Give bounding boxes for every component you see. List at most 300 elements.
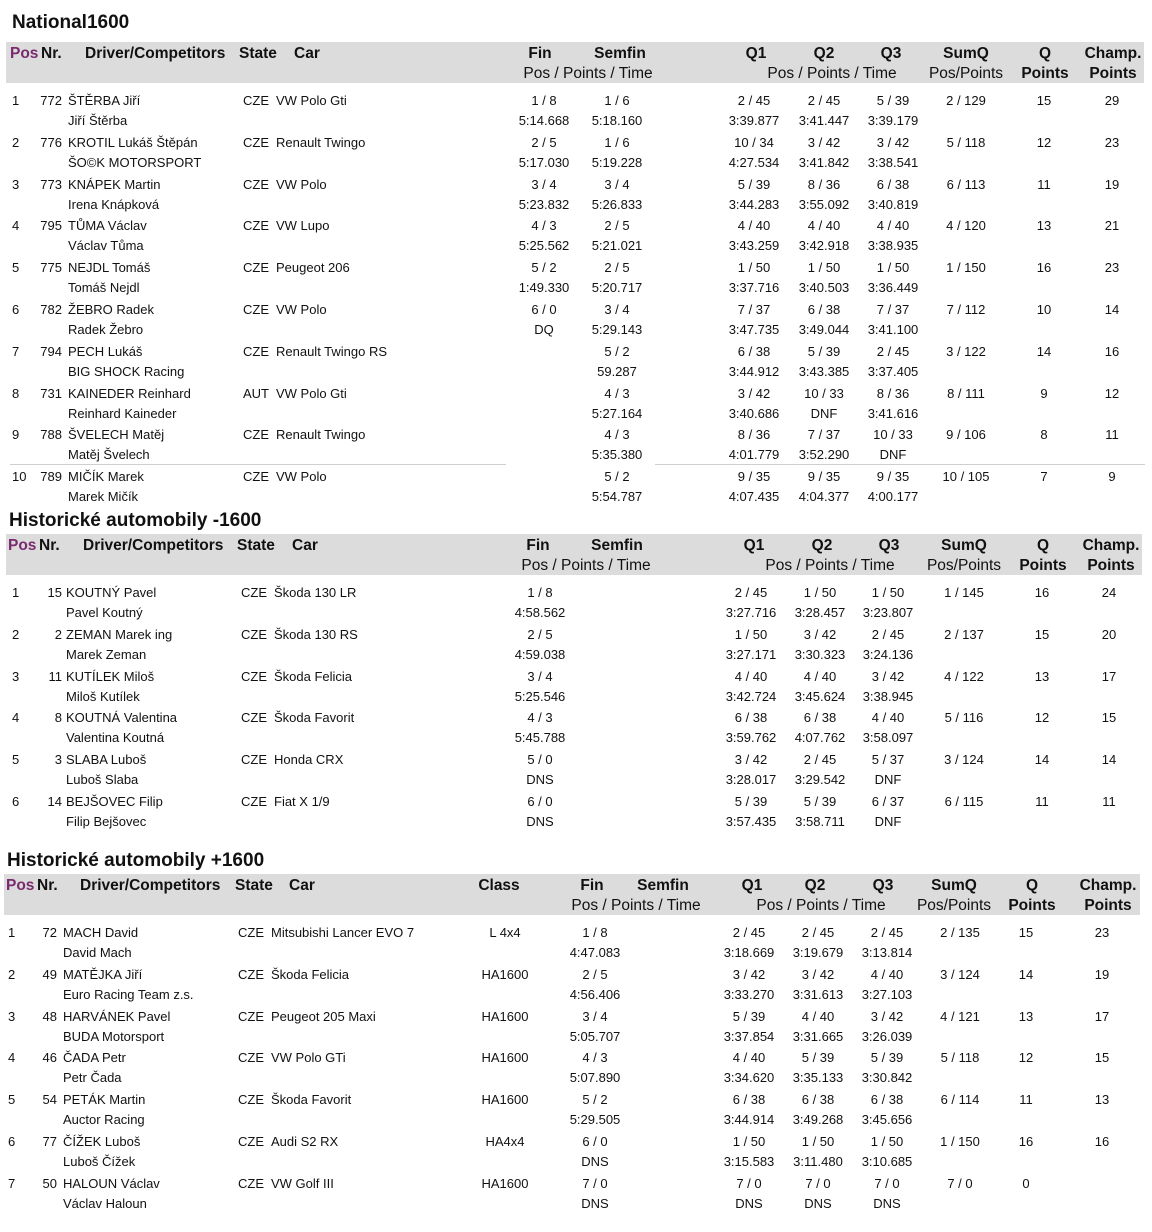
row-driver-name: ŠVELECH Matěj <box>68 427 165 442</box>
row-pos: 2 <box>8 967 16 982</box>
row-sumq: 10 / 105 <box>942 469 990 484</box>
row-q2: 8 / 36 <box>807 177 841 192</box>
header-nr: Nr. <box>41 45 62 62</box>
row-pos: 5 <box>8 1092 16 1107</box>
row-competitor: Luboš Čížek <box>63 1154 136 1169</box>
row-driver-name: MIČÍK Marek <box>68 469 144 484</box>
row-q1-time: 3:37.716 <box>728 280 780 295</box>
row-q3: 10 / 33 <box>873 427 913 442</box>
row-sumq: 6 / 113 <box>946 177 986 192</box>
row-q2-time: 3:41.842 <box>798 155 850 170</box>
row-q1: 6 / 38 <box>734 710 768 725</box>
header-sumq: SumQ <box>943 45 989 62</box>
row-q2: 10 / 33 <box>804 386 844 401</box>
row-fin-time: 5:23.832 <box>518 197 570 212</box>
row-q3-time: 3:40.819 <box>867 197 919 212</box>
row-q2-time: 4:07.762 <box>794 730 846 745</box>
row-q1: 7 / 37 <box>737 302 771 317</box>
row-q2: 6 / 38 <box>803 710 837 725</box>
row-fin: 5 / 2 <box>531 260 557 275</box>
header-pos: Pos <box>8 537 37 554</box>
header-fin: Fin <box>528 45 552 62</box>
row-q1: 3 / 42 <box>737 386 771 401</box>
row-pos: 3 <box>12 669 20 684</box>
row-q3-time: 4:00.177 <box>867 489 919 504</box>
row-driver-name: MATĚJKA Jiří <box>63 967 143 982</box>
row-champ-points: 19 <box>1104 177 1120 192</box>
row-q2-time: 3:29.542 <box>794 772 846 787</box>
row-champ-points: 15 <box>1101 710 1117 725</box>
row-sumq: 2 / 129 <box>946 93 986 108</box>
row-champ-points: 15 <box>1094 1050 1110 1065</box>
row-q3: 3 / 42 <box>870 1009 904 1024</box>
header-nr: Nr. <box>39 537 60 554</box>
row-pos: 10 <box>12 469 27 484</box>
header-champ-points: Points <box>1089 65 1137 82</box>
row-q2: 4 / 40 <box>807 218 841 233</box>
separator-line <box>655 464 1145 465</box>
row-driver-name: NEJDL Tomáš <box>68 260 151 275</box>
row-q2: 7 / 0 <box>805 1176 831 1191</box>
row-state: AUT <box>243 386 269 401</box>
row-champ-points: 9 <box>1108 469 1116 484</box>
row-q-points: 15 <box>1036 93 1052 108</box>
row-driver-name: ZEMAN Marek ing <box>66 627 173 642</box>
row-q1: 8 / 36 <box>737 427 771 442</box>
row-q1-time: 3:27.171 <box>725 647 777 662</box>
row-sumq: 7 / 0 <box>947 1176 973 1191</box>
row-sumq: 4 / 120 <box>946 218 986 233</box>
header-nr: Nr. <box>37 877 58 894</box>
row-q1: 10 / 34 <box>734 135 774 150</box>
header-q-subtitle: Pos / Points / Time <box>756 897 886 914</box>
row-q2: 7 / 37 <box>807 427 841 442</box>
row-sumq: 4 / 121 <box>940 1009 980 1024</box>
row-fin-time: DNS <box>581 1154 609 1169</box>
row-semfin: 3 / 4 <box>604 177 630 192</box>
row-q3: 8 / 36 <box>876 386 910 401</box>
row-q-points: 11 <box>1037 177 1051 192</box>
row-car: Renault Twingo RS <box>276 344 388 359</box>
row-driver-name: ŠTĚRBA Jiří <box>68 93 141 108</box>
row-nr: 49 <box>42 967 57 982</box>
row-sumq: 1 / 145 <box>944 585 984 600</box>
row-q1: 9 / 35 <box>737 469 771 484</box>
row-q3-time: 3:26.039 <box>861 1029 913 1044</box>
row-q1-time: 3:18.669 <box>723 945 775 960</box>
row-champ-points: 14 <box>1101 752 1117 767</box>
row-q3: 2 / 45 <box>870 925 904 940</box>
header-driver: Driver/Competitors <box>83 537 224 554</box>
row-nr: 11 <box>48 669 62 684</box>
row-q2-time: 3:55.092 <box>798 197 850 212</box>
header-q3: Q3 <box>878 537 900 554</box>
row-q1-time: 3:40.686 <box>728 406 780 421</box>
row-state: CZE <box>238 1009 264 1024</box>
row-driver-name: TŮMA Václav <box>68 218 147 233</box>
row-semfin-time: 5:20.717 <box>591 280 643 295</box>
row-semfin: 4 / 3 <box>604 386 630 401</box>
row-q-points: 16 <box>1018 1134 1034 1149</box>
row-q1-time: 3:44.914 <box>723 1112 775 1127</box>
row-q2-time: 3:58.711 <box>795 814 845 829</box>
row-q2-time: 3:31.665 <box>792 1029 844 1044</box>
row-state: CZE <box>238 925 264 940</box>
row-driver-name: MACH David <box>63 925 139 940</box>
row-q3-time: 3:58.097 <box>862 730 914 745</box>
row-q-points: 16 <box>1036 260 1052 275</box>
header-q3: Q3 <box>872 877 894 894</box>
row-state: CZE <box>243 344 269 359</box>
header-car: Car <box>289 877 315 894</box>
row-sumq: 3 / 122 <box>946 344 986 359</box>
row-nr: 776 <box>40 135 62 150</box>
row-driver-name: PECH Lukáš <box>68 344 143 359</box>
row-q3-time: 3:38.945 <box>862 689 914 704</box>
row-state: CZE <box>243 302 269 317</box>
header-class: Class <box>478 877 520 894</box>
row-fin-time: 5:14.668 <box>518 113 570 128</box>
row-q3-time: 3:30.842 <box>861 1070 913 1085</box>
row-q1-time: 3:47.735 <box>728 322 780 337</box>
row-q3-time: 3:45.656 <box>861 1112 913 1127</box>
separator-line <box>10 464 506 465</box>
header-q: Q <box>1036 537 1050 554</box>
row-fin: 7 / 0 <box>582 1176 608 1191</box>
row-driver-name: KOUTNÝ Pavel <box>66 585 157 600</box>
row-fin-time: 5:17.030 <box>518 155 570 170</box>
row-fin: 6 / 0 <box>527 794 553 809</box>
row-q1-time: 3:57.435 <box>725 814 777 829</box>
row-pos: 8 <box>12 386 20 401</box>
row-q1: 2 / 45 <box>734 585 768 600</box>
row-driver-name: KOUTNÁ Valentina <box>66 710 178 725</box>
row-fin: 6 / 0 <box>531 302 557 317</box>
row-q-points: 14 <box>1018 967 1034 982</box>
row-car: Renault Twingo <box>276 427 366 442</box>
row-pos: 3 <box>12 177 20 192</box>
row-semfin: 1 / 6 <box>604 93 630 108</box>
row-champ-points: 12 <box>1104 386 1120 401</box>
row-q-points: 14 <box>1034 752 1050 767</box>
row-car: Škoda Favorit <box>271 1092 352 1107</box>
row-champ-points: 17 <box>1101 669 1117 684</box>
row-q3-time: 3:23.807 <box>862 605 914 620</box>
header-car: Car <box>294 45 320 62</box>
row-car: Peugeot 205 Maxi <box>271 1009 376 1024</box>
row-semfin: 1 / 6 <box>604 135 630 150</box>
row-class: HA1600 <box>481 1009 529 1024</box>
header-q: Q <box>1038 45 1052 62</box>
row-champ-points: 17 <box>1094 1009 1110 1024</box>
header-champ: Champ. <box>1082 537 1140 554</box>
row-q1: 2 / 45 <box>737 93 771 108</box>
row-competitor: Tomáš Nejdl <box>68 280 140 295</box>
row-competitor: BIG SHOCK Racing <box>68 364 185 379</box>
row-q2-time: 3:30.323 <box>794 647 846 662</box>
row-fin: 5 / 0 <box>527 752 553 767</box>
row-q3-time: 3:10.685 <box>861 1154 913 1169</box>
header-semfin: Semfin <box>591 537 643 554</box>
row-fin: 1 / 8 <box>527 585 553 600</box>
row-q-points: 14 <box>1036 344 1052 359</box>
row-pos: 9 <box>12 427 20 442</box>
row-pos: 6 <box>12 794 20 809</box>
row-q3: 1 / 50 <box>876 260 910 275</box>
row-q3: 1 / 50 <box>870 1134 904 1149</box>
row-car: VW Polo Gti <box>276 93 347 108</box>
row-car: Fiat X 1/9 <box>274 794 330 809</box>
row-champ-points: 24 <box>1101 585 1117 600</box>
header-q2: Q2 <box>811 537 833 554</box>
row-semfin-time: 5:26.833 <box>591 197 643 212</box>
header-q-points: Points <box>1019 557 1067 574</box>
row-fin: 3 / 4 <box>582 1009 608 1024</box>
row-state: CZE <box>238 1092 264 1107</box>
row-driver-name: KUTÍLEK Miloš <box>66 669 155 684</box>
row-fin-time: 5:25.546 <box>514 689 566 704</box>
row-q3-time: 3:41.100 <box>867 322 919 337</box>
row-class: HA1600 <box>481 1092 529 1107</box>
row-q1-time: 4:27.534 <box>728 155 780 170</box>
row-champ-points: 11 <box>1102 794 1116 809</box>
row-sumq: 3 / 124 <box>940 967 980 982</box>
row-q1: 1 / 50 <box>737 260 771 275</box>
row-state: CZE <box>243 93 269 108</box>
row-state: CZE <box>241 585 267 600</box>
row-fin-time: 5:05.707 <box>569 1029 621 1044</box>
row-q1: 4 / 40 <box>737 218 771 233</box>
row-q-points: 9 <box>1040 386 1048 401</box>
row-q2: 4 / 40 <box>803 669 837 684</box>
row-q-points: 16 <box>1034 585 1050 600</box>
row-q2-time: 3:40.503 <box>798 280 850 295</box>
row-competitor: BUDA Motorsport <box>63 1029 165 1044</box>
row-nr: 46 <box>42 1050 57 1065</box>
row-fin: 4 / 3 <box>531 218 557 233</box>
row-competitor: Euro Racing Team z.s. <box>63 987 194 1002</box>
row-sumq: 2 / 137 <box>944 627 984 642</box>
row-q3-time: DNS <box>873 1196 901 1211</box>
row-driver-name: SLABA Luboš <box>66 752 147 767</box>
row-nr: 15 <box>47 585 62 600</box>
row-q-points: 15 <box>1034 627 1050 642</box>
row-q1: 6 / 38 <box>737 344 771 359</box>
row-state: CZE <box>238 967 264 982</box>
row-champ-points: 16 <box>1094 1134 1110 1149</box>
row-q-points: 0 <box>1022 1176 1030 1191</box>
row-pos: 4 <box>8 1050 16 1065</box>
row-champ-points: 29 <box>1104 93 1120 108</box>
row-q3: 2 / 45 <box>871 627 905 642</box>
row-q1: 1 / 50 <box>734 627 768 642</box>
row-q1: 2 / 45 <box>732 925 766 940</box>
row-driver-name: ČÍŽEK Luboš <box>63 1134 141 1149</box>
row-pos: 1 <box>8 925 16 940</box>
row-car: Škoda Felicia <box>271 967 350 982</box>
row-car: Audi S2 RX <box>271 1134 339 1149</box>
row-car: VW Polo Gti <box>276 386 347 401</box>
row-q3: 6 / 38 <box>870 1092 904 1107</box>
row-competitor: Marek Mičík <box>68 489 139 504</box>
row-q1: 5 / 39 <box>737 177 771 192</box>
row-semfin: 5 / 2 <box>604 469 630 484</box>
row-q2: 5 / 39 <box>803 794 837 809</box>
row-q2: 2 / 45 <box>801 925 835 940</box>
row-car: Škoda 130 LR <box>274 585 357 600</box>
row-q-points: 13 <box>1018 1009 1034 1024</box>
row-q1-time: 3:27.716 <box>725 605 777 620</box>
row-car: Renault Twingo <box>276 135 366 150</box>
row-pos: 7 <box>8 1176 16 1191</box>
header-fin: Fin <box>580 877 604 894</box>
row-driver-name: KNÁPEK Martin <box>68 177 161 192</box>
row-q-points: 12 <box>1034 710 1050 725</box>
header-fin-subtitle: Pos / Points / Time <box>571 897 701 914</box>
header-q-subtitle: Pos / Points / Time <box>767 65 897 82</box>
row-competitor: Irena Knápková <box>68 197 160 212</box>
row-q3-time: 3:27.103 <box>861 987 913 1002</box>
row-driver-name: KROTIL Lukáš Štěpán <box>68 135 198 150</box>
row-fin-time: 4:59.038 <box>514 647 566 662</box>
row-q-points: 10 <box>1036 302 1052 317</box>
row-fin-time: 4:56.406 <box>569 987 621 1002</box>
row-competitor: Valentina Koutná <box>66 730 165 745</box>
row-car: Mitsubishi Lancer EVO 7 <box>271 925 415 940</box>
row-competitor: Auctor Racing <box>63 1112 145 1127</box>
row-pos: 1 <box>12 93 20 108</box>
row-q2: 5 / 39 <box>801 1050 835 1065</box>
row-semfin: 2 / 5 <box>604 218 630 233</box>
row-pos: 4 <box>12 218 20 233</box>
row-state: CZE <box>243 469 269 484</box>
row-state: CZE <box>241 627 267 642</box>
header-fin-subtitle: Pos / Points / Time <box>521 557 651 574</box>
row-car: Škoda 130 RS <box>274 627 358 642</box>
header-champ: Champ. <box>1079 877 1137 894</box>
row-q3-time: 3:36.449 <box>867 280 919 295</box>
row-fin: 6 / 0 <box>582 1134 608 1149</box>
row-q2: 3 / 42 <box>803 627 837 642</box>
row-q2-time: 3:42.918 <box>798 238 850 253</box>
row-q1-time: 3:59.762 <box>725 730 777 745</box>
row-sumq: 5 / 118 <box>946 135 986 150</box>
row-driver-name: ČADA Petr <box>63 1050 126 1065</box>
row-nr: 72 <box>42 925 57 940</box>
row-semfin-time: 59.287 <box>597 364 637 379</box>
row-fin-time: DQ <box>534 322 554 337</box>
row-q3-time: 3:37.405 <box>867 364 919 379</box>
row-state: CZE <box>238 1050 264 1065</box>
row-driver-name: PETÁK Martin <box>63 1092 146 1107</box>
header-champ-points: Points <box>1087 557 1135 574</box>
row-q3: 4 / 40 <box>871 710 905 725</box>
row-competitor: Luboš Slaba <box>66 772 139 787</box>
row-driver-name: HALOUN Václav <box>63 1176 160 1191</box>
row-competitor: David Mach <box>63 945 132 960</box>
row-nr: 775 <box>40 260 62 275</box>
row-sumq: 3 / 124 <box>944 752 984 767</box>
row-semfin: 5 / 2 <box>604 344 630 359</box>
row-q2-time: 4:04.377 <box>798 489 850 504</box>
row-q2: 1 / 50 <box>801 1134 835 1149</box>
row-q3: 4 / 40 <box>870 967 904 982</box>
row-q3-time: 3:39.179 <box>867 113 919 128</box>
row-car: VW Golf III <box>271 1176 334 1191</box>
row-nr: 3 <box>54 752 62 767</box>
row-state: CZE <box>243 427 269 442</box>
row-fin: 4 / 3 <box>527 710 553 725</box>
row-q3: 6 / 37 <box>871 794 905 809</box>
row-q-points: 11 <box>1019 1092 1033 1107</box>
row-q2: 2 / 45 <box>807 93 841 108</box>
row-semfin-time: 5:29.143 <box>591 322 643 337</box>
header-fin-subtitle: Pos / Points / Time <box>523 65 653 82</box>
row-q2: 1 / 50 <box>807 260 841 275</box>
row-nr: 789 <box>40 469 62 484</box>
row-nr: 8 <box>54 710 62 725</box>
row-fin: 2 / 5 <box>582 967 608 982</box>
row-q3: 7 / 0 <box>874 1176 900 1191</box>
header-sumq-subtitle: Pos/Points <box>928 65 1004 82</box>
row-state: CZE <box>238 1134 264 1149</box>
row-q1-time: 3:33.270 <box>723 987 775 1002</box>
header-pos: Pos <box>6 877 35 894</box>
header-q: Q <box>1025 877 1039 894</box>
row-q2: 3 / 42 <box>801 967 835 982</box>
row-q-points: 12 <box>1036 135 1052 150</box>
section-title: Historické automobily -1600 <box>9 510 262 531</box>
row-sumq: 6 / 115 <box>944 794 984 809</box>
header-q1: Q1 <box>745 45 767 62</box>
header-q2: Q2 <box>813 45 835 62</box>
row-pos: 2 <box>12 627 20 642</box>
row-q1-time: 4:07.435 <box>728 489 780 504</box>
row-state: CZE <box>243 135 269 150</box>
row-q1: 7 / 0 <box>736 1176 762 1191</box>
header-driver: Driver/Competitors <box>85 45 226 62</box>
row-q3: 1 / 50 <box>871 585 905 600</box>
row-q-points: 13 <box>1036 218 1052 233</box>
row-q1-time: 3:44.283 <box>728 197 780 212</box>
header-state: State <box>237 537 275 554</box>
row-competitor: Filip Bejšovec <box>66 814 147 829</box>
row-q3: 5 / 39 <box>876 93 910 108</box>
row-pos: 7 <box>12 344 20 359</box>
row-q1-time: 3:42.724 <box>725 689 777 704</box>
row-q2: 5 / 39 <box>807 344 841 359</box>
row-competitor: Marek Zeman <box>66 647 147 662</box>
row-fin-time: DNS <box>526 772 554 787</box>
row-car: Honda CRX <box>274 752 344 767</box>
row-q2: 9 / 35 <box>807 469 841 484</box>
row-fin: 1 / 8 <box>582 925 608 940</box>
row-competitor: Reinhard Kaineder <box>68 406 177 421</box>
header-sumq: SumQ <box>941 537 987 554</box>
row-nr: 772 <box>40 93 62 108</box>
row-semfin: 3 / 4 <box>604 302 630 317</box>
row-pos: 3 <box>8 1009 16 1024</box>
header-q1: Q1 <box>743 537 765 554</box>
header-car: Car <box>292 537 318 554</box>
row-class: HA1600 <box>481 1176 529 1191</box>
row-fin: 3 / 4 <box>531 177 557 192</box>
row-pos: 1 <box>12 585 20 600</box>
row-sumq: 6 / 114 <box>940 1092 980 1107</box>
row-nr: 2 <box>54 627 62 642</box>
row-q-points: 13 <box>1034 669 1050 684</box>
row-q2-time: DNF <box>810 406 838 421</box>
